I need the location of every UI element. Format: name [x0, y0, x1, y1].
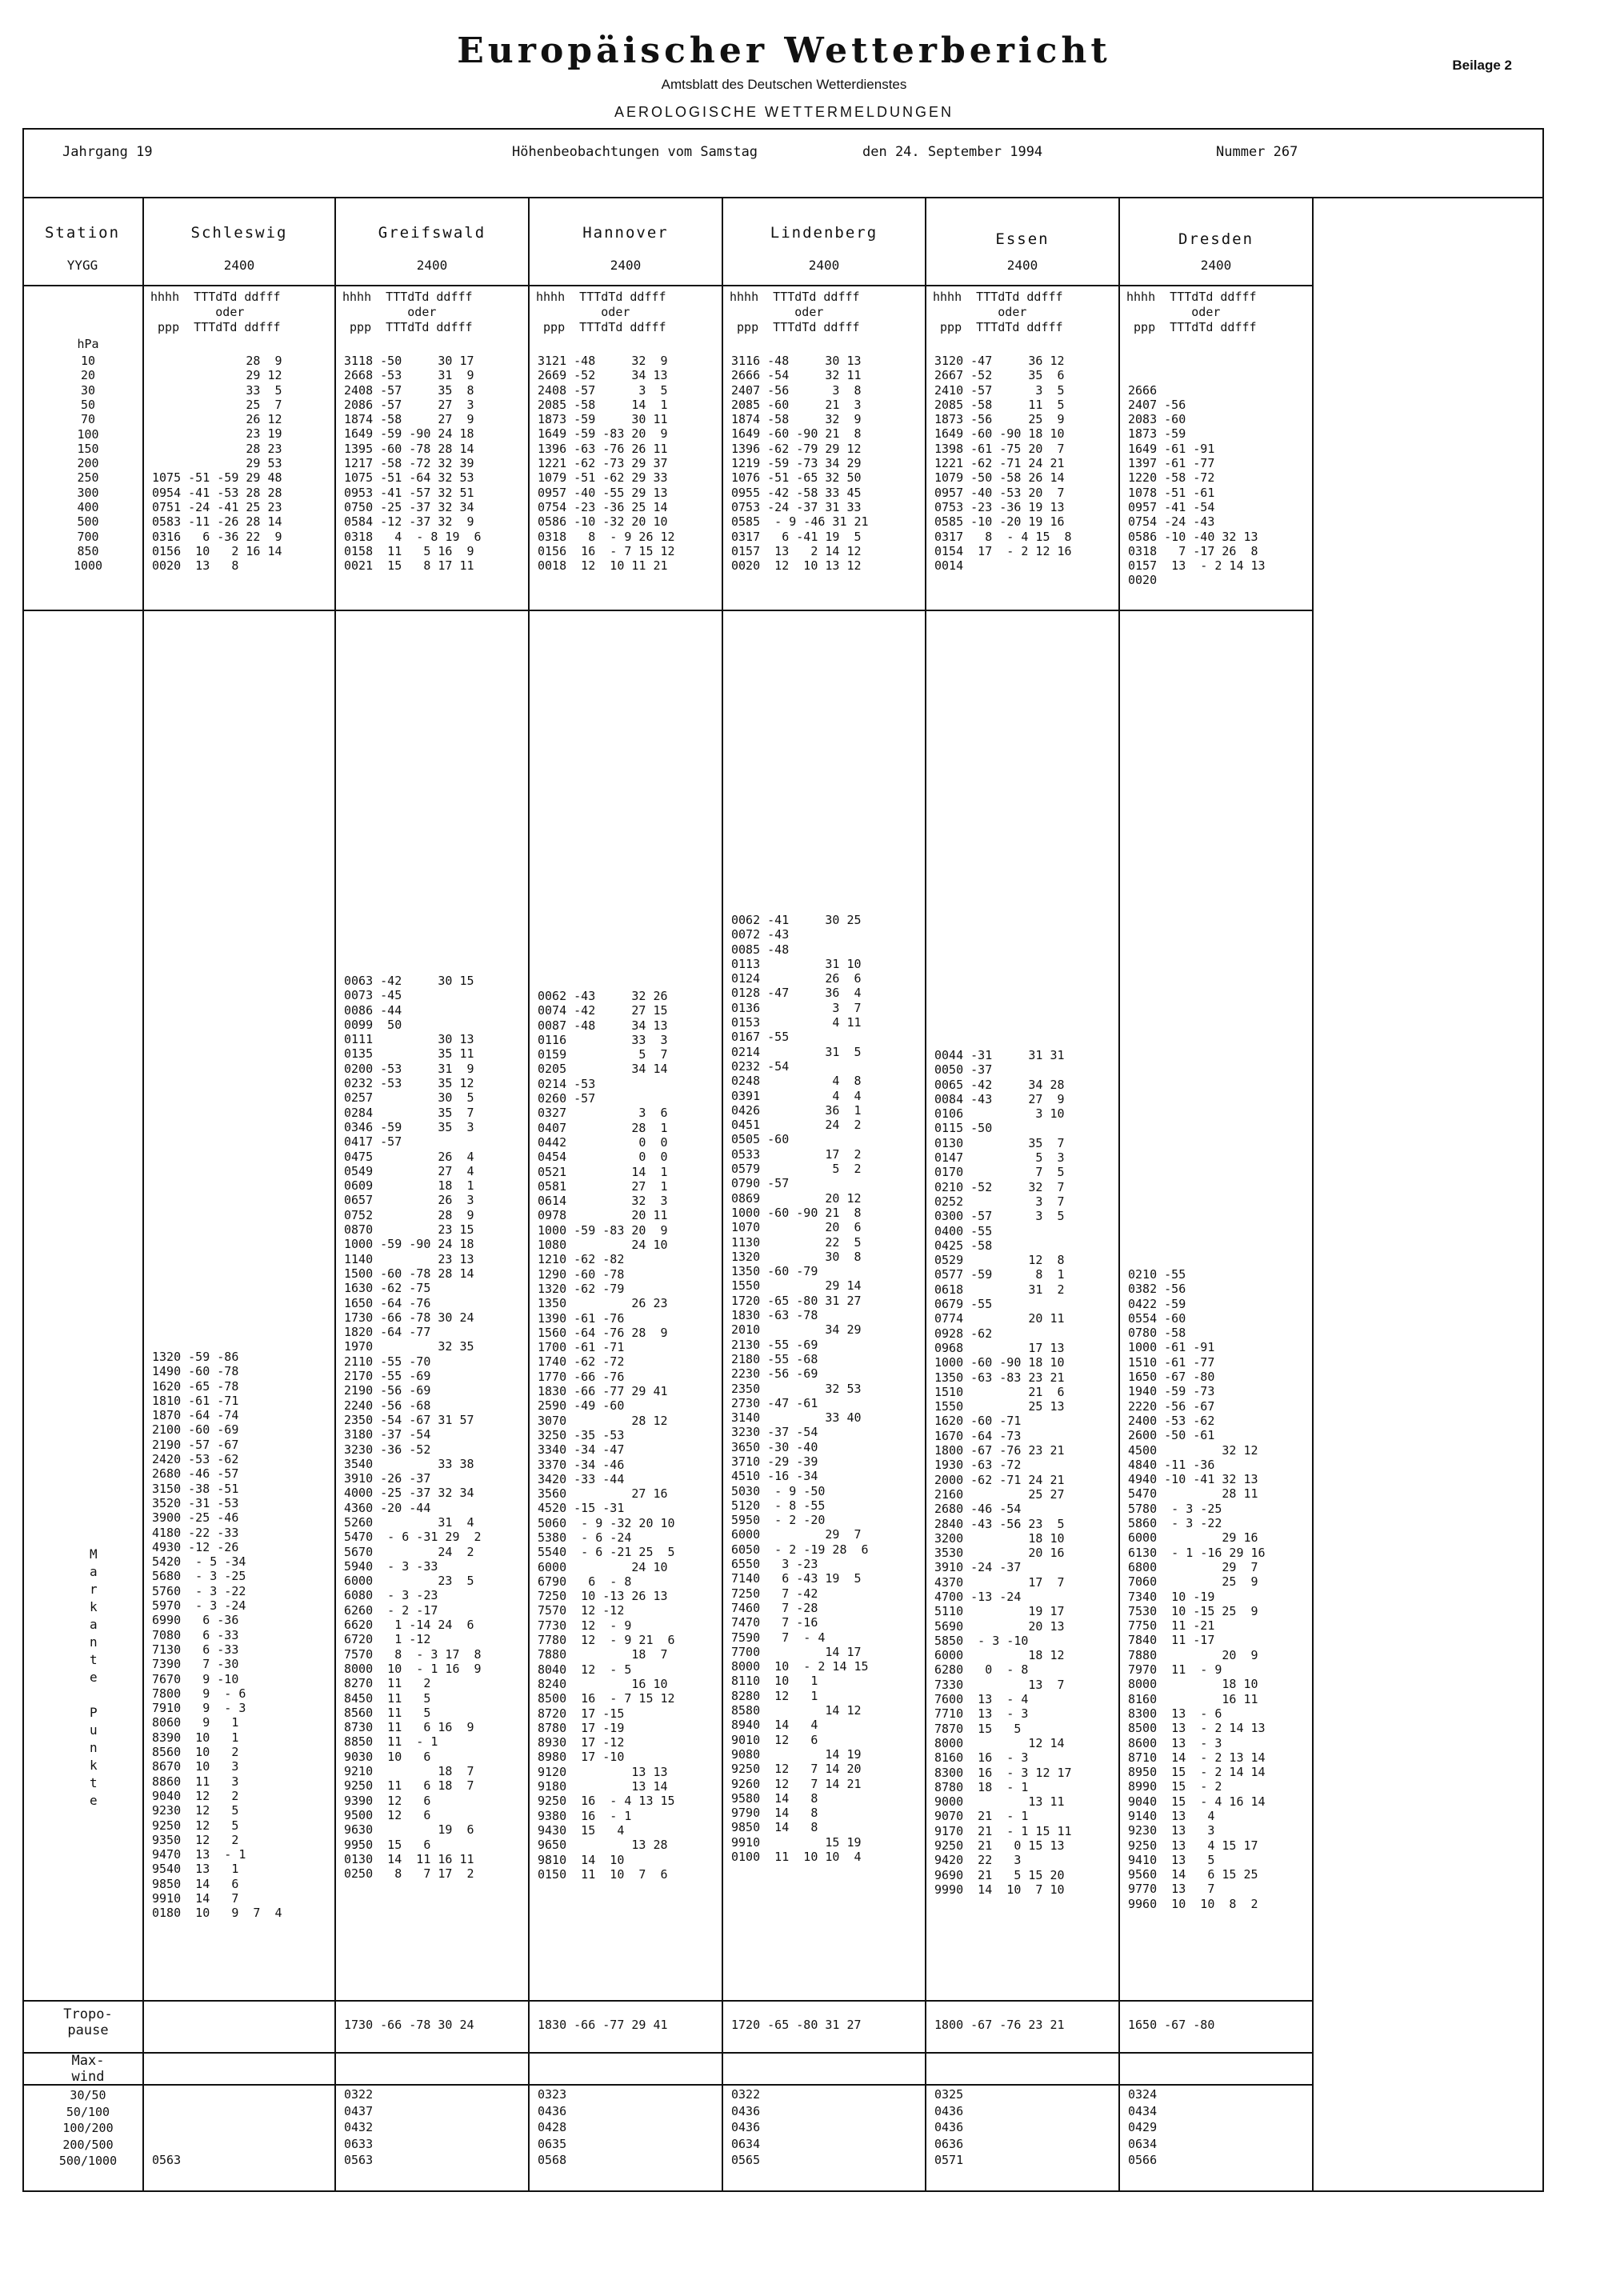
max-wind-value: 0568 [538, 2153, 567, 2167]
pressure-level: 10 [80, 354, 96, 368]
max-wind-value: 0428 [538, 2120, 567, 2134]
station-greifswald: Greifswald [378, 224, 486, 242]
max-wind-value: 0634 [1128, 2136, 1158, 2151]
tropopause-lindenberg: 1720 -65 -80 31 27 [731, 2018, 862, 2032]
year-label: Jahrgang 19 [62, 144, 153, 160]
yygg-dresden: 2400 [1200, 258, 1232, 273]
marked-essen: 0044 -31 31 31 0050 -37 0065 -42 34 28 0084 -43 27 9 0106 3 10 0115 -50 0130 35 7 0147 5 3 0170 7 5 0210 -52 32 7 0252 3 7 0300 -57 3 5 0400 -55 0425 -58 0529 12 8 0577 -59 8 1 0618 31 2 0679 -55 0774 20 11 0928 -62 0968 17 13 1000 -60 -90 18 10 1350 -63 -83 23 21 1510 21 6 1550 25 13 1620 -60 -71 1670 -64 -73 1800 -67 -76 23 21 1930 -63 -72 2000 -62 -71 24 21 2160 25 27 2680 -46 -54 2840 -43 -56 23 5 3200 18 10 3530 20 16 3910 -24 -37 4370 17 7 4700 -13 -24 5110 19 17 5690 20 13 5850 - 3 -10 6000 18 12 6280 0 - 8 7330 13 7 7600 13 - 4 7710 13 - 3 7870 15 5 8000 12 14 8160 16 - 3 8300 16 - 3 12 17 8780 18 - 1 9000 13 11 9070 21 - 1 9170 21 - 1 15 11 9250 21 0 15 13 9420 22 3 9690 21 5 15 20 9990 14 10 7 10 [934, 1048, 1072, 1897]
standard-hannover: 3121 -48 32 9 2669 -52 34 13 2408 -57 3 5 2085 -58 14 1 1873 -59 30 11 1649 -59 -83 20 9 1396 -63 -76 26 11 1221 -62 -73 29 37 1079 -51 -62 29 33 0957 -40 -55 29 13 0754 -23 -36 25 14 0586 -10 -32 20 10 0318 8 - 9 26 12 0156 16 - 7 15 12 0018 12 10 11 21 [538, 354, 675, 574]
marked-points-letter: k [90, 1758, 98, 1773]
max-wind-value: 0324 [1128, 2087, 1158, 2102]
section-heading: AEROLOGISCHE WETTERMELDUNGEN [614, 104, 954, 120]
report-title: Europäischer Wetterbericht [457, 30, 1111, 71]
tropopause-dresden: 1650 -67 -80 [1128, 2018, 1215, 2032]
marked-points-letter: a [90, 1564, 98, 1579]
colhdr-schleswig: hhhh TTTdTd ddfff oder ppp TTTdTd ddfff [150, 290, 281, 334]
max-wind-level: 50/100 [66, 2104, 110, 2119]
marked-schleswig: 1320 -59 -86 1490 -60 -78 1620 -65 -78 1810 -61 -71 1870 -64 -74 2100 -60 -69 2190 -57 -67 2420 -53 -62 2680 -46 -57 3150 -38 -51 3520 -31 -53 3900 -25 -46 4180 -22 -33 4930 -12 -26 5420 - 5 -34 5680 - 3 -25 5760 - 3 -22 5970 - 3 -24 6990 6 -36 7080 6 -33 7130 6 -33 7390 7 -30 7670 9 -10 7800 9 - 6 7910 9 - 3 8060 9 1 8390 10 1 8560 10 2 8670 10 3 8860 11 3 9040 12 2 9230 12 5 9250 12 5 9350 12 2 9470 13 - 1 9540 13 1 9850 14 6 9910 14 7 0180 10 9 7 4 [152, 1350, 282, 1921]
observation-label: Höhenbeobachtungen vom Samstag [512, 144, 758, 160]
station-dresden: Dresden [1178, 230, 1254, 248]
col-rule-7 [1312, 197, 1314, 2192]
max-wind-value: 0322 [731, 2087, 761, 2102]
pressure-level: 500 [77, 514, 99, 530]
marked-points-letter: P [90, 1705, 98, 1720]
max-wind-value: 0436 [934, 2103, 964, 2118]
max-wind-level: 100/200 [62, 2121, 114, 2135]
pressure-level: 150 [77, 441, 99, 456]
yygg-schleswig: 2400 [223, 258, 255, 273]
marked-points-letter: e [90, 1670, 98, 1685]
station-hannover: Hannover [582, 224, 669, 242]
max-wind-value: 0566 [1128, 2153, 1158, 2167]
standard-greifswald: 3118 -50 30 17 2668 -53 31 9 2408 -57 35 8 2086 -57 27 3 1874 -58 27 9 1649 -59 -90 24 18 1395 -60 -78 28 14 1217 -58 -72 32 39 1075 -51 -64 32 53 0953 -41 -57 32 51 0750 -25 -37 32 34 0584 -12 -37 32 9 0318 4 - 8 19 6 0158 11 5 16 9 0021 15 8 17 11 [344, 354, 482, 574]
standard-dresden: 2666 2407 -56 2083 -60 1873 -59 1649 -61 -91 1397 -61 -77 1220 -58 -72 1078 -51 -61 0957 -41 -54 0754 -24 -43 0586 -10 -40 32 13 0318 7 -17 26 8 0157 13 - 2 14 13 0020 [1128, 382, 1266, 588]
max-wind-level: 500/1000 [58, 2154, 118, 2168]
col-rule-2 [334, 197, 336, 2192]
tropopause-essen: 1800 -67 -76 23 21 [934, 2018, 1065, 2032]
pressure-level: 250 [77, 470, 99, 486]
standard-essen: 3120 -47 36 12 2667 -52 35 6 2410 -57 3 5 2085 -58 11 5 1873 -56 25 9 1649 -60 -90 18 10 1398 -61 -75 20 7 1221 -62 -71 24 21 1079 -50 -58 26 14 0957 -40 -53 20 7 0753 -23 -36 19 13 0585 -10 -20 19 16 0317 8 - 4 15 8 0154 17 - 2 12 16 0014 [934, 354, 1072, 574]
station-lindenberg: Lindenberg [770, 224, 878, 242]
yygg-greifswald: 2400 [416, 258, 448, 273]
max-wind-level: 200/500 [62, 2137, 114, 2152]
max-wind-value: 0436 [934, 2120, 964, 2134]
max-wind-value: 0432 [344, 2120, 374, 2134]
yygg-label: YYGG [66, 258, 98, 273]
report-subtitle: Amtsblatt des Deutschen Wetterdienstes [661, 77, 907, 92]
marked-points-letter: n [90, 1740, 98, 1755]
yygg-lindenberg: 2400 [808, 258, 840, 273]
marked-points-letter: t [90, 1652, 98, 1667]
pressure-level: 200 [77, 456, 99, 471]
max-wind-value: 0635 [538, 2136, 567, 2151]
pressure-level: 400 [77, 500, 99, 514]
issue-number: Nummer 267 [1216, 144, 1298, 160]
standard-lindenberg: 3116 -48 30 13 2666 -54 32 11 2407 -56 3 8 2085 -60 21 3 1874 -58 32 9 1649 -60 -90 21 8 1396 -62 -79 29 12 1219 -59 -73 34 29 1076 -51 -65 32 50 0955 -42 -58 33 45 0753 -24 -37 31 33 0585 - 9 -46 31 21 0317 6 -41 19 5 0157 13 2 14 12 0020 12 10 13 12 [731, 354, 869, 574]
marked-points-letter: a [90, 1617, 98, 1632]
pressure-level: 1000 [73, 558, 103, 574]
marked-points-letter: r [90, 1582, 98, 1597]
colhdr-essen: hhhh TTTdTd ddfff oder ppp TTTdTd ddfff [933, 290, 1063, 334]
marked-points-letter: t [90, 1775, 98, 1790]
max-wind-value: 0437 [344, 2103, 374, 2118]
max-wind-value: 0436 [538, 2103, 567, 2118]
marked-points-letter: e [90, 1793, 98, 1808]
tropopause-greifswald: 1730 -66 -78 30 24 [344, 2018, 474, 2032]
marked-points-letter: k [90, 1599, 98, 1614]
tropopause-label: Tropo- pause [63, 2006, 113, 2038]
marked-points-letter: n [90, 1634, 98, 1650]
col-rule-3 [528, 197, 530, 2192]
pressure-level: 30 [80, 382, 96, 398]
pressure-level: 300 [77, 485, 99, 500]
pressure-level: 20 [80, 368, 96, 383]
max-wind-value: 0436 [731, 2103, 761, 2118]
standard-schleswig: 28 9 29 12 33 5 25 7 26 12 23 19 28 23 29 53 1075 -51 -59 29 48 0954 -41 -53 28 28 0751 -24 -41 25 23 0583 -11 -26 28 14 0316 6 -36 22 9 0156 10 2 16 14 0020 13 8 [152, 354, 282, 574]
col-rule-6 [1118, 197, 1120, 2192]
marked-points-letter: M [90, 1546, 98, 1562]
hpa-label: hPa [77, 337, 99, 351]
colhdr-hannover: hhhh TTTdTd ddfff oder ppp TTTdTd ddfff [536, 290, 666, 334]
max-wind-value: 0434 [1128, 2103, 1158, 2118]
max-wind-value: 0636 [934, 2136, 964, 2151]
marked-dresden: 0210 -55 0382 -56 0422 -59 0554 -60 0780 -58 1000 -61 -91 1510 -61 -77 1650 -67 -80 1940 -59 -73 2220 -56 -67 2400 -53 -62 2600 -50 -61 4500 32 12 4840 -11 -36 4940 -10 -41 32 13 5470 28 11 5780 - 3 -25 5860 - 3 -22 6000 29 16 6130 - 1 -16 29 16 6800 29 7 7060 25 9 7340 10 -19 7530 10 -15 25 9 7750 11 -21 7840 11 -17 7880 20 9 7970 11 - 9 8000 18 10 8160 16 11 8300 13 - 6 8500 13 - 2 14 13 8600 13 - 3 8710 14 - 2 13 14 8950 15 - 2 14 14 8990 15 - 2 9040 15 - 4 16 14 9140 13 4 9230 13 3 9250 13 4 15 17 9410 13 5 9560 14 6 15 25 9770 13 7 9960 10 10 8 2 [1128, 1267, 1266, 1911]
max-wind-value: 0634 [731, 2136, 761, 2151]
colhdr-lindenberg: hhhh TTTdTd ddfff oder ppp TTTdTd ddfff [730, 290, 860, 334]
yygg-essen: 2400 [1006, 258, 1038, 273]
max-wind-value: 0429 [1128, 2120, 1158, 2134]
station-schleswig: Schleswig [190, 224, 288, 242]
station-label: Station [44, 224, 121, 242]
supplement-label: Beilage 2 [1452, 58, 1512, 73]
yygg-hannover: 2400 [610, 258, 642, 273]
max-wind-value: 0436 [731, 2120, 761, 2134]
max-wind-value: 0565 [731, 2153, 761, 2167]
marked-hannover: 0062 -43 32 26 0074 -42 27 15 0087 -48 34 13 0116 33 3 0159 5 7 0205 34 14 0214 -53 0260 -57 0327 3 6 0407 28 1 0442 0 0 0454 0 0 0521 14 1 0581 27 1 0614 32 3 0978 20 11 1000 -59 -83 20 9 1080 24 10 1210 -62 -82 1290 -60 -78 1320 -62 -79 1350 26 23 1390 -61 -76 1560 -64 -76 28 9 1700 -61 -71 1740 -62 -72 1770 -66 -76 1830 -66 -77 29 41 2590 -49 -60 3070 28 12 3250 -35 -53 3340 -34 -47 3370 -34 -46 3420 -33 -44 3560 27 16 4520 -15 -31 5060 - 9 -32 20 10 5380 - 6 -24 5540 - 6 -21 25 5 6000 24 10 6790 6 - 8 7250 10 -13 26 13 7570 12 -12 7730 12 - 9 7780 12 - 9 21 6 7880 18 7 8040 12 - 5 8240 16 10 8500 16 - 7 15 12 8720 17 -15 8780 17 -19 8930 17 -12 8980 17 -10 9120 13 13 9180 13 14 9250 16 - 4 13 15 9380 16 - 1 9430 15 4 9650 13 28 9810 14 10 0150 11 10 7 6 [538, 989, 675, 1882]
marked-greifswald: 0063 -42 30 15 0073 -45 0086 -44 0099 50 0111 30 13 0135 35 11 0200 -53 31 9 0232 -53 35 12 0257 30 5 0284 35 7 0346 -59 35 3 0417 -57 0475 26 4 0549 27 4 0609 18 1 0657 26 3 0752 28 9 0870 23 15 1000 -59 -90 24 18 1140 23 13 1500 -60 -78 28 14 1630 -62 -75 1650 -64 -76 1730 -66 -78 30 24 1820 -64 -77 1970 32 35 2110 -55 -70 2170 -55 -69 2190 -56 -69 2240 -56 -68 2350 -54 -67 31 57 3180 -37 -54 3230 -36 -52 3540 33 38 3910 -26 -37 4000 -25 -37 32 34 4360 -20 -44 5260 31 4 5470 - 6 -31 29 2 5670 24 2 5940 - 3 -33 6000 23 5 6080 - 3 -23 6260 - 2 -17 6620 1 -14 24 6 6720 1 -12 7570 8 - 3 17 8 8000 10 - 1 16 9 8270 11 2 8450 11 5 8560 11 5 8730 11 6 16 9 8850 11 - 1 9030 10 6 9210 18 7 9250 11 6 18 7 9390 12 6 9500 12 6 9630 19 6 9950 15 6 0130 14 11 16 11 0250 8 7 17 2 [344, 974, 482, 1882]
marked-points-letter: u [90, 1722, 98, 1738]
pressure-level: 700 [77, 529, 99, 544]
pressure-level: 50 [80, 397, 96, 412]
max-wind-label: Max- wind [71, 2053, 105, 2085]
colhdr-dresden: hhhh TTTdTd ddfff oder ppp TTTdTd ddfff [1126, 290, 1257, 334]
max-wind-value: 0571 [934, 2153, 964, 2167]
max-wind-value: 0563 [344, 2153, 374, 2167]
max-wind-value: 0322 [344, 2087, 374, 2102]
max-wind-value: 0325 [934, 2087, 964, 2102]
pressure-level: 70 [80, 412, 96, 427]
col-rule-4 [722, 197, 723, 2192]
date-label: den 24. September 1994 [862, 144, 1043, 160]
colhdr-greifswald: hhhh TTTdTd ddfff oder ppp TTTdTd ddfff [342, 290, 473, 334]
pressure-level: 850 [77, 543, 99, 558]
pressure-level: 100 [77, 426, 99, 442]
maxwind-schleswig-extra: 0563 [152, 2153, 182, 2167]
station-essen: Essen [995, 230, 1050, 248]
max-wind-level: 30/50 [70, 2088, 106, 2102]
col-rule-5 [925, 197, 926, 2192]
tropopause-hannover: 1830 -66 -77 29 41 [538, 2018, 668, 2032]
max-wind-value: 0633 [344, 2136, 374, 2151]
rule-info-bottom [22, 197, 1544, 198]
max-wind-value: 0323 [538, 2087, 567, 2102]
marked-lindenberg: 0062 -41 30 25 0072 -43 0085 -48 0113 31 10 0124 26 6 0128 -47 36 4 0136 3 7 0153 4 11 0167 -55 0214 31 5 0232 -54 0248 4 8 0391 4 4 0426 36 1 0451 24 2 0505 -60 0533 17 2 0579 5 2 0790 -57 0869 20 12 1000 -60 -90 21 8 1070 20 6 1130 22 5 1320 30 8 1350 -60 -79 1550 29 14 1720 -65 -80 31 27 1830 -63 -78 2010 34 29 2130 -55 -69 2180 -55 -68 2230 -56 -69 2350 32 53 2730 -47 -61 3140 33 40 3230 -37 -54 3650 -30 -40 3710 -29 -39 4510 -16 -34 5030 - 9 -50 5120 - 8 -55 5950 - 2 -20 6000 29 7 6050 - 2 -19 28 6 6550 3 -23 7140 6 -43 19 5 7250 7 -42 7460 7 -28 7470 7 -16 7590 7 - 4 7700 14 17 8000 10 - 2 14 15 8110 10 1 8280 12 1 8580 14 12 8940 14 4 9010 12 6 9080 14 19 9250 12 7 14 20 9260 12 7 14 21 9580 14 8 9790 14 8 9850 14 8 9910 15 19 0100 11 10 10 4 [731, 913, 869, 1864]
